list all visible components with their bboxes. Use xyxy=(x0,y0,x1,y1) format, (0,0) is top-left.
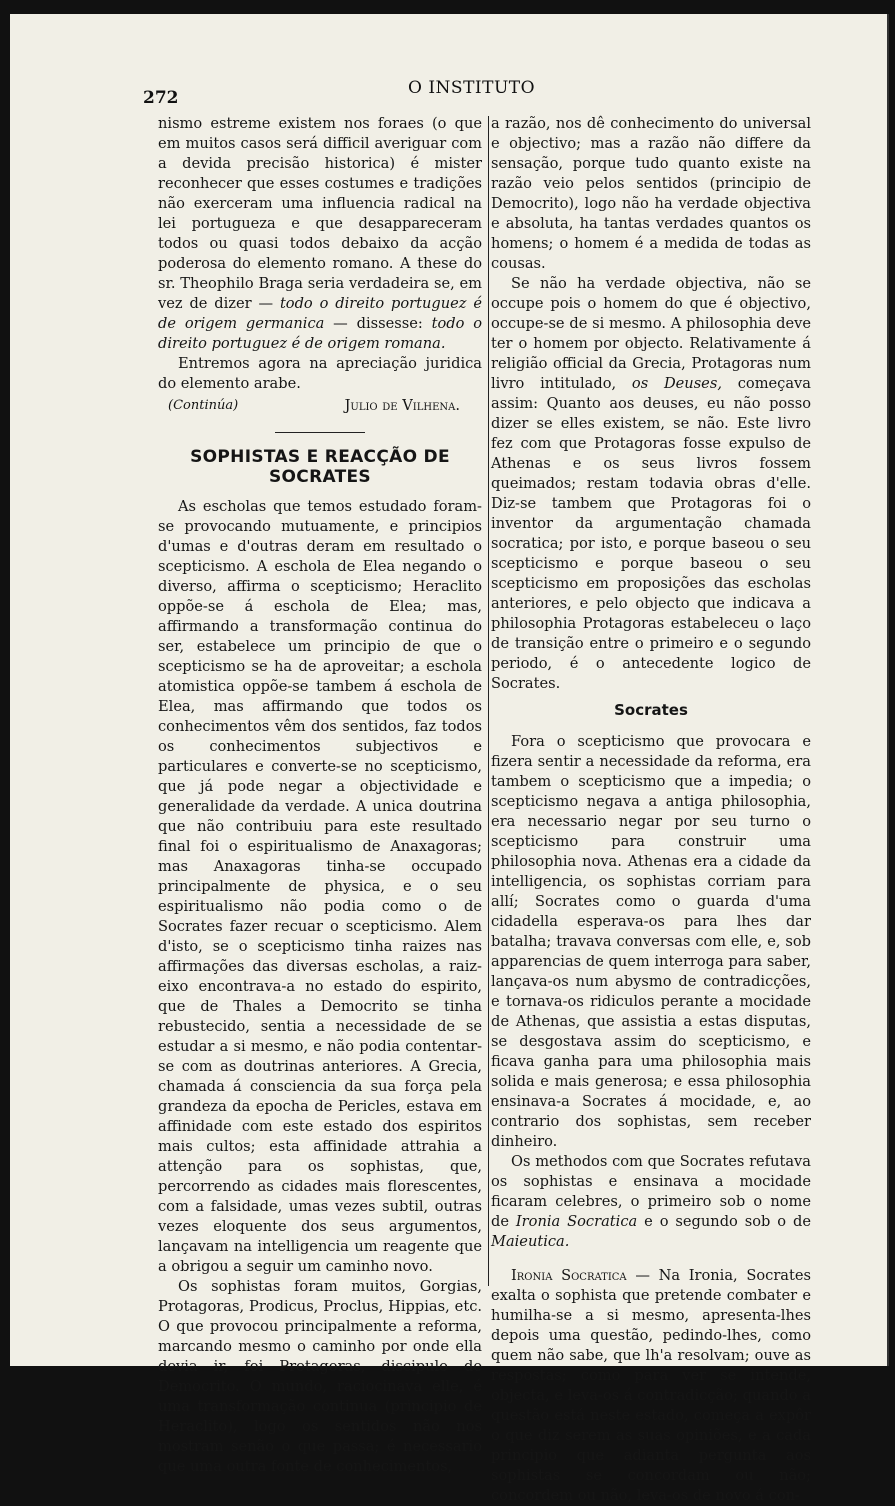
signature-line xyxy=(158,396,482,416)
paragraph: a razão, nos dê conhecimento do universal e objectivo; mas a razão não differe da sensação, porque tudo quanto existe na razão veio pelos sentidos (principio de Democrito), logo não ha verdade objectiva e absoluta, ha tantas verdades quantos os homens; o homem é a medida de todas as cousas. xyxy=(491,115,811,272)
left-column xyxy=(158,114,482,1477)
paragraph: Os methodos com que Socrates refutava os sophistas e ensinava a mocidade ficaram celebres, o primeiro sob o nome de Ironia Socratica e o segundo sob o de Maieutica. xyxy=(491,1153,811,1250)
paragraph: Se não ha verdade objectiva, não se occupe pois o homem do que é objectivo, occupe-se de si mesmo. A philosophia deve ter o homem por objecto. Relativamente á religião official da Grecia, Protagoras num livro intitulado, os Deuses, começava assim: Quanto aos deuses, eu não posso dizer se elles existem, se não. Este livro fez com que Protagoras fosse expulso de Athenas e os seus livros fossem queimados; restam todavia obras d'elle. Diz-se tambem que Protagoras foi o inventor da argumentação chamada socratica; por isto, e porque baseou o seu scepticismo e porque baseou o seu scepticismo em proposições das escholas anteriores, e pelo objecto que indicava a philosophia Protagoras estabeleceu o laço de transição entre o primeiro e o segundo periodo, é o antecedente logico de Socrates. xyxy=(491,275,811,692)
section-title: SOPHISTAS E REACÇÃO DE SOCRATES xyxy=(190,447,450,487)
column-divider xyxy=(488,116,489,1286)
section-rule xyxy=(275,432,365,433)
paragraph: Os sophistas foram muitos, Gorgias, Protagoras, Prodicus, Proclus, Hippias, etc. O que provocou principalmente a reforma, marcando mesmo o caminho por onde ella devia ir, foi Protagoras, discipulo de Democrito. O mundo, raciocinava elle, é uma transformação continua (principio de Heraclito), logo os sentidos não nos mostram senão o que passa; é necessario que uma outra fonte de conhecimentos, xyxy=(158,1278,482,1475)
spacer xyxy=(491,1252,811,1266)
paragraph: Ironia Socratica — Na Ironia, Socrates exalta o sophista que pretende combater e humilha-se a si mesmo, apresenta-lhes depois uma questão, pedindo-lhes, como quem não sabe, que lh'a resolvam; ouve as respostas; como para ver se intende, objecta, e leva-os á contradicção; quando a questão está neste estado, começa a expôr o que diz serem as suas opiniões, e a cada principio que adianta pergunta aos sophistas se concordam ou não; concordem ou não, leva-os de novo á con- xyxy=(491,1267,811,1504)
page-header xyxy=(10,76,887,106)
right-column xyxy=(491,114,811,1506)
paragraph: As escholas que temos estudado foram-se provocando mutuamente, e principios d'umas e d'outras deram em resultado o scepticismo. A eschola de Elea negando o diverso, affirma o scepticismo; Heraclito oppõe-se á eschola de Elea; mas, affirmando a transformação continua do ser, estabelece um principio de que o scepticismo se ha de aproveitar; a eschola atomistica oppõe-se tambem á eschola de Elea, mas affirmando que todos os conhecimentos vêm dos sentidos, faz todos os conhecimentos subjectivos e particulares e converte-se no scepticismo, que já pode negar a objectividade e generalidade da verdade. A unica doutrina que não contribuiu para este resultado final foi o espiritualismo de Anaxagoras; mas Anaxagoras tinha-se occupado principalmente de physica, e o seu espiritualismo não podia como o de Socrates fazer recuar o scepticismo. Alem d'isto, se o scepticismo tinha raizes nas affirmações das diversas escholas, a raiz-eixo encontrava-a no estado do espirito, que de Thales a Democrito se tinha rebustecido, sentia a necessidade de se estudar a si mesmo, e não podia contentar-se com as doutrinas anteriores. A Grecia, chamada á consciencia da sua força pela grandeza da epocha de Pericles, estava em affinidade com este estado dos espiritos mais cultos; esta affinidade attrahia a attenção para os sophistas, que, percorrendo as cidades mais florescentes, com a falsidade, umas vezes subtil, outras vezes eloquente dos seus argumentos, lançavam na intelligencia um reagente que a obrigou a seguir um caminho novo. xyxy=(158,498,482,1275)
subsection-title: Socrates xyxy=(614,701,688,719)
author-name: Julio de Vilhena. xyxy=(344,397,460,414)
journal-title: O INSTITUTO xyxy=(408,78,536,98)
page-number: 272 xyxy=(143,88,179,108)
paragraph: nismo estreme existem nos foraes (o que em muitos casos será difficil averiguar com a devida precisão historica) é mister reconhecer que esses costumes e tradições não exerceram uma influencia radical na lei portugueza e que desappareceram todos ou quasi todos debaixo da acção poderosa do elemento romano. A these do sr. Theophilo Braga seria verdadeira se, em vez de dizer — todo o direito portuguez é de origem germanica — dissesse: todo o direito portuguez é de origem romana. xyxy=(158,115,483,352)
paragraph-lead: Ironia Socratica xyxy=(511,1267,627,1284)
paragraph: Entremos agora na apreciação juridica do elemento arabe. xyxy=(158,355,482,392)
paragraph: Fora o scepticismo que provocara e fizera sentir a necessidade da reforma, era tambem o scepticismo que a impedia; o scepticismo negava a antiga philosophia, era necessario negar por seu turno o scepticismo para construir uma philosophia nova. Athenas era a cidade da intelligencia, os sophistas corriam para allí; Socrates como o guarda d'uma cidadella esperava-os para lhes dar batalha; travava conversas com elle, e, sob apparencias de quem interroga para saber, lançava-os num abysmo de contradicções, e tornava-os ridiculos perante a mocidade de Athenas, que assistia a estas disputas, se desgostava assim do scepticismo, e ficava ganha para uma philosophia mais solida e mais generosa; e essa philosophia ensinava-a Socrates á mocidade, e, ao contrario dos sophistas, sem receber dinheiro. xyxy=(491,733,811,1150)
continuation-note: (Continúa) xyxy=(168,398,239,413)
page xyxy=(10,14,889,1504)
